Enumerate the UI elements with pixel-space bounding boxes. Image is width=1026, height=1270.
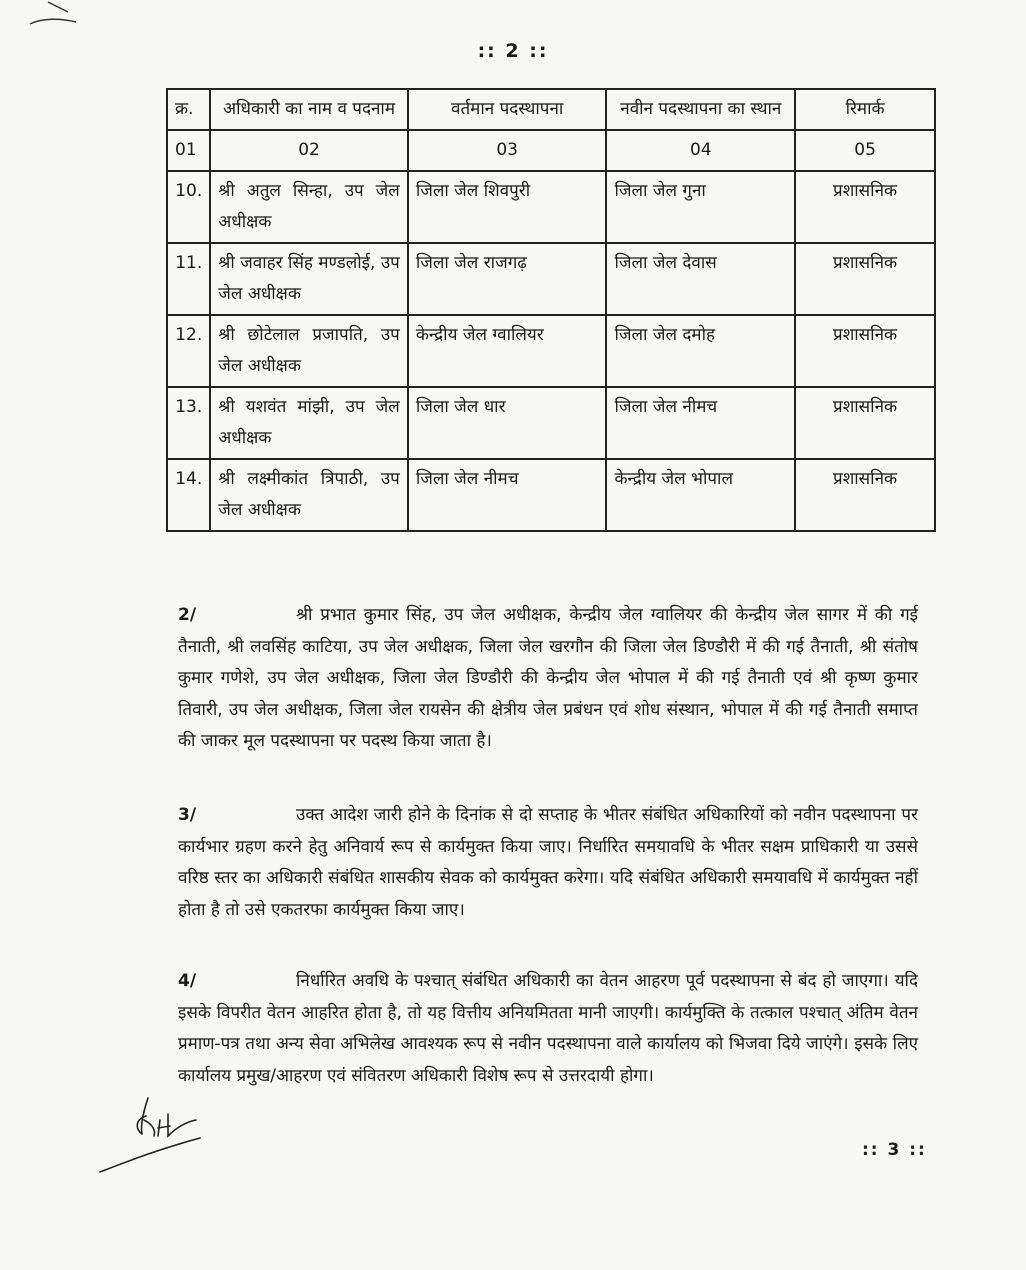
row-current-posting: जिला जेल शिवपुरी [408, 171, 607, 243]
row-serial: 10. [167, 171, 210, 243]
paragraph-3 [178, 800, 918, 926]
row-remark: प्रशासनिक [795, 315, 935, 387]
header-sn: क्र. [167, 89, 210, 130]
row-serial: 13. [167, 387, 210, 459]
row-current-posting: जिला जेल नीमच [408, 459, 607, 531]
row-serial: 14. [167, 459, 210, 531]
paragraph-4 [178, 966, 918, 1092]
table-row [167, 243, 935, 315]
row-remark: प्रशासनिक [795, 171, 935, 243]
posting-table [166, 88, 936, 532]
table-header-row [167, 89, 935, 130]
row-new-posting: जिला जेल गुना [606, 171, 795, 243]
row-new-posting: जिला जेल देवास [606, 243, 795, 315]
paragraph-text: श्री प्रभात कुमार सिंह, उप जेल अधीक्षक, केन्द्रीय जेल ग्वालियर की केन्द्रीय जेल सागर में की गई तैनाती, श्री लवसिंह काटिया, उप जेल अधीक्षक, जिला जेल खरगौन की जिला जेल डिण्डौरी में की गई तैनाती, श्री संतोष कुमार गणेशे, उप जेल अधीक्षक, जिला जेल डिण्डौरी की केन्द्रीय जेल भोपाल में की गई तैनाती एवं श्री कृष्ण कुमार तिवारी, उप जेल अधीक्षक, जिला जेल रायसेन की क्षेत्रीय जेल प्रबंधन एवं शोध संस्थान, भोपाल में की गई तैनाती समाप्त की जाकर मूल पदस्थापना पर पदस्थ किया जाता है। [178, 605, 918, 751]
row-officer-name: श्री लक्ष्मीकांत त्रिपाठी, उप जेल अधीक्षक [210, 459, 408, 531]
paragraph-number: 4/ [178, 971, 197, 991]
row-remark: प्रशासनिक [795, 243, 935, 315]
row-officer-name: श्री यशवंत मांझी, उप जेल अधीक्षक [210, 387, 408, 459]
corner-pen-mark [20, 0, 80, 40]
paragraph-text: निर्धारित अवधि के पश्चात् संबंधित अधिकारी का वेतन आहरण पूर्व पदस्थापना से बंद हो जाएगा। यदि इसके विपरीत वेतन आहरित होता है, तो यह वित्तीय अनियमितता मानी जाएगी। कार्यमुक्ति के तत्काल पश्चात् अंतिम वेतन प्रमाण-पत्र तथा अन्य सेवा अभिलेख आवश्यक रूप से नवीन पदस्थापना वाले कार्यालय को भिजवा दिये जाएंगे। इसके लिए कार्यालय प्रमुख/आहरण एवं संवितरण अधिकारी विशेष रूप से उत्तरदायी होगा। [178, 971, 918, 1086]
header-current-posting: वर्तमान पदस्थापना [408, 89, 607, 130]
row-officer-name: श्री जवाहर सिंह मण्डलोई, उप जेल अधीक्षक [210, 243, 408, 315]
row-current-posting: जिला जेल धार [408, 387, 607, 459]
row-remark: प्रशासनिक [795, 459, 935, 531]
row-officer-name: श्री अतुल सिन्हा, उप जेल अधीक्षक [210, 171, 408, 243]
page-number-top: :: 2 :: [477, 40, 549, 62]
row-serial: 12. [167, 315, 210, 387]
row-serial: 11. [167, 243, 210, 315]
column-number: 05 [795, 130, 935, 171]
table-row [167, 171, 935, 243]
page-number-bottom: :: 3 :: [862, 1140, 927, 1160]
header-name: अधिकारी का नाम व पदनाम [210, 89, 408, 130]
paragraph-number: 3/ [178, 805, 197, 825]
column-number: 01 [167, 130, 210, 171]
row-current-posting: केन्द्रीय जेल ग्वालियर [408, 315, 607, 387]
paragraph-2 [178, 600, 918, 758]
row-new-posting: जिला जेल दमोह [606, 315, 795, 387]
row-new-posting: जिला जेल नीमच [606, 387, 795, 459]
column-number-row [167, 130, 935, 171]
header-remark: रिमार्क [795, 89, 935, 130]
column-number: 02 [210, 130, 408, 171]
table-row [167, 459, 935, 531]
table-row [167, 387, 935, 459]
header-new-posting: नवीन पदस्थापना का स्थान [606, 89, 795, 130]
column-number: 04 [606, 130, 795, 171]
signature [96, 1090, 206, 1180]
row-new-posting: केन्द्रीय जेल भोपाल [606, 459, 795, 531]
row-officer-name: श्री छोटेलाल प्रजापति, उप जेल अधीक्षक [210, 315, 408, 387]
paragraph-number: 2/ [178, 605, 197, 625]
paragraph-text: उक्त आदेश जारी होने के दिनांक से दो सप्ताह के भीतर संबंधित अधिकारियों को नवीन पदस्थापना पर कार्यभार ग्रहण करने हेतु अनिवार्य रूप से कार्यमुक्त किया जाए। निर्धारित समयावधि के भीतर सक्षम प्राधिकारी या उससे वरिष्ठ स्तर का अधिकारी संबंधित शासकीय सेवक को कार्यमुक्त करेगा। यदि संबंधित अधिकारी समयावधि में कार्यमुक्त नहीं होता है तो उसे एकतरफा कार्यमुक्त किया जाए। [178, 805, 918, 920]
row-remark: प्रशासनिक [795, 387, 935, 459]
column-number: 03 [408, 130, 607, 171]
table-row [167, 315, 935, 387]
row-current-posting: जिला जेल राजगढ़ [408, 243, 607, 315]
